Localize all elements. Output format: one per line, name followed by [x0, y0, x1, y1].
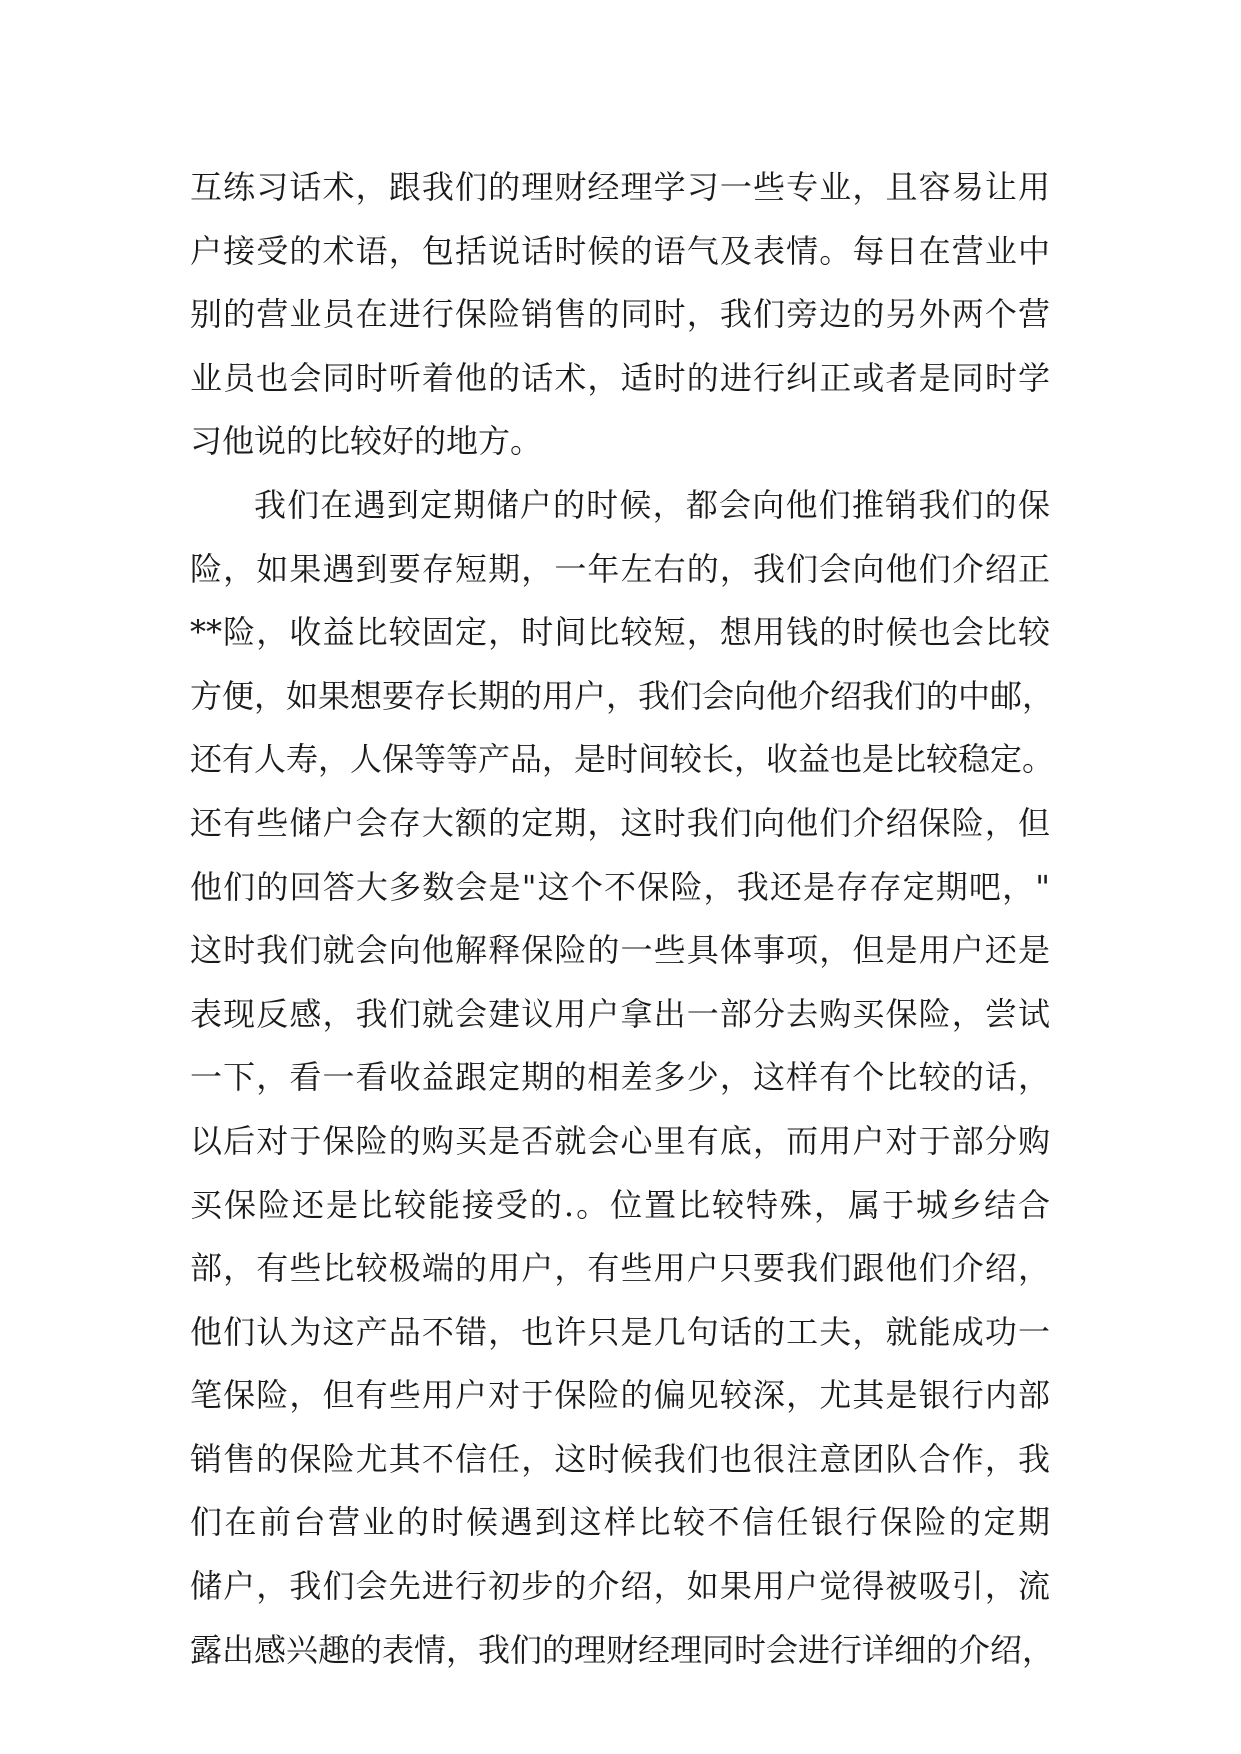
paragraph-2-line-2: 险，如果遇到要存短期，一年左右的，我们会向他们介绍正 [190, 549, 1050, 588]
paragraph-2-line-12: 买保险还是比较能接受的.。位置比较特殊，属于城乡结合 [190, 1185, 1050, 1224]
paragraph-1-line-3: 别的营业员在进行保险销售的同时，我们旁边的另外两个营 [190, 295, 1050, 334]
paragraph-2-line-15: 笔保险，但有些用户对于保险的偏见较深，尤其是银行内部 [190, 1376, 1050, 1415]
paragraph-1-line-5: 习他说的比较好的地方。 [190, 422, 543, 461]
paragraph-2-line-19: 露出感兴趣的表情，我们的理财经理同时会进行详细的介绍， [190, 1630, 1055, 1669]
paragraph-2-line-9: 表现反感，我们就会建议用户拿出一部分去购买保险，尝试 [190, 994, 1050, 1033]
paragraph-1-line-1: 互练习话术，跟我们的理财经理学习一些专业，且容易让用 [190, 168, 1050, 206]
paragraph-2-line-17: 们在前台营业的时候遇到这样比较不信任银行保险的定期 [190, 1503, 1050, 1542]
paragraph-1-line-4: 业员也会同时听着他的话术，适时的进行纠正或者是同时学 [190, 358, 1050, 397]
paragraph-2-line-6: 还有些储户会存大额的定期，这时我们向他们介绍保险，但 [190, 803, 1050, 842]
paragraph-2-line-14: 他们认为这产品不错，也许只是几句话的工夫，就能成功一 [190, 1312, 1050, 1351]
paragraph-2-line-18: 储户，我们会先进行初步的介绍，如果用户觉得被吸引，流 [190, 1567, 1050, 1606]
paragraph-2-line-13: 部，有些比较极端的用户，有些用户只要我们跟他们介绍， [190, 1249, 1050, 1288]
paragraph-2-line-5: 还有人寿，人保等等产品，是时间较长，收益也是比较稳定。 [190, 740, 1055, 779]
paragraph-2-line-7: 他们的回答大多数会是"这个不保险，我还是存存定期吧，" [190, 867, 1050, 906]
paragraph-2-line-1: 我们在遇到定期储户的时候，都会向他们推销我们的保 [254, 485, 1050, 524]
paragraph-1-line-2: 户接受的术语，包括说话时候的语气及表情。每日在营业中 [190, 231, 1050, 270]
document-body [190, 156, 1055, 1682]
paragraph-2-line-11: 以后对于保险的购买是否就会心里有底，而用户对于部分购 [190, 1121, 1050, 1160]
paragraph-2-line-10: 一下，看一看收益跟定期的相差多少，这样有个比较的话， [190, 1058, 1050, 1097]
paragraph-2-line-8: 这时我们就会向他解释保险的一些具体事项，但是用户还是 [190, 931, 1050, 970]
paragraph-2-line-3: **险，收益比较固定，时间比较短，想用钱的时候也会比较 [190, 613, 1050, 652]
paragraph-2-line-4: 方便，如果想要存长期的用户，我们会向他介绍我们的中邮， [190, 676, 1055, 715]
paragraph-2-line-16: 销售的保险尤其不信任，这时候我们也很注意团队合作，我 [190, 1439, 1050, 1478]
